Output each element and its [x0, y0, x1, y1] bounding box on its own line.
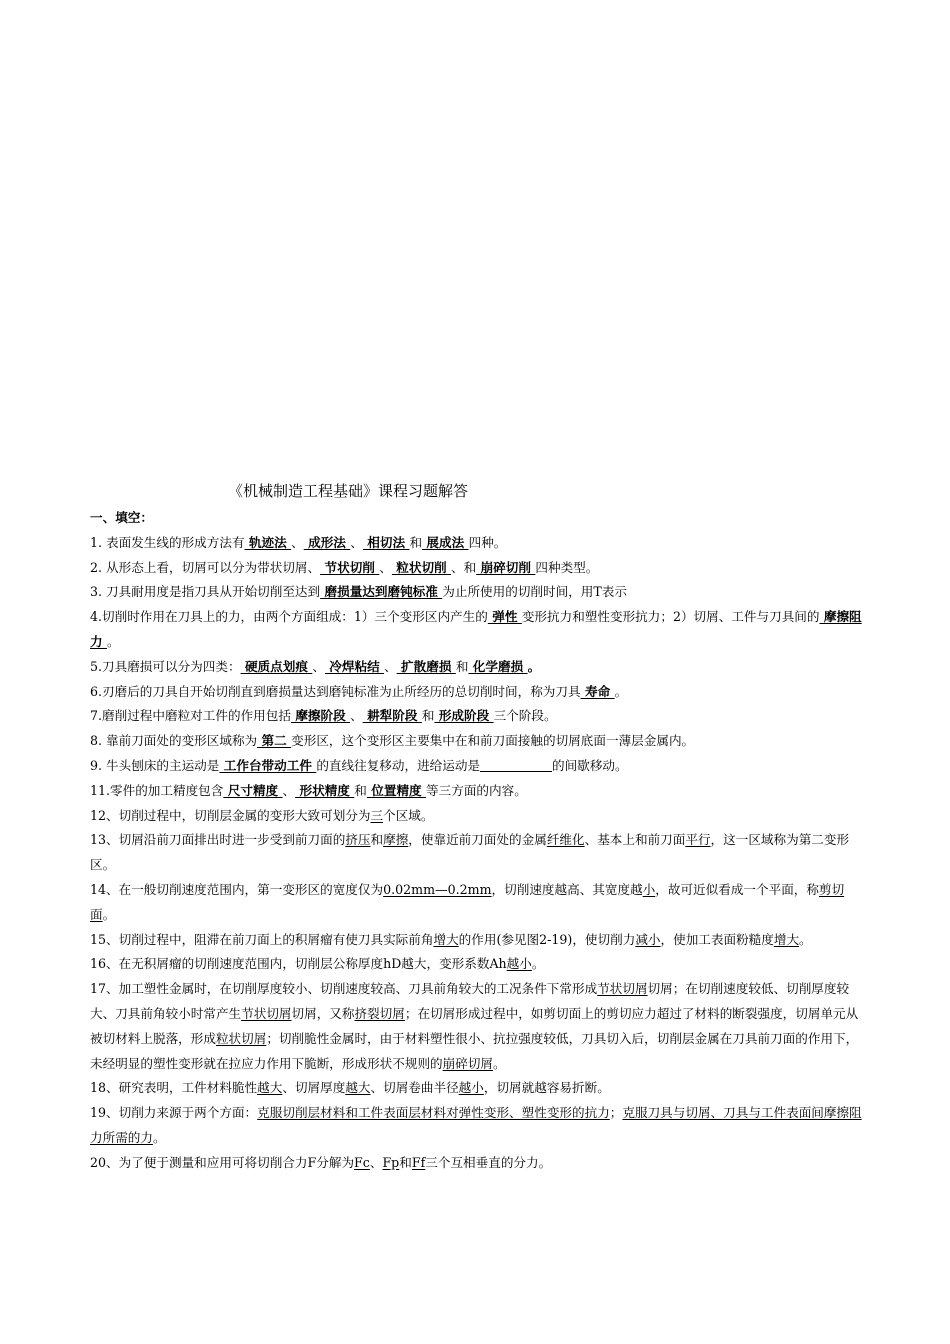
- q4-text-mid: 变形抗力和塑性变形抗力；2）切屑、工件与刀具间的: [521, 609, 820, 625]
- q17-answer-5: 崩碎切屑: [442, 1055, 493, 1071]
- question-11: [90, 779, 865, 804]
- q14-text-mid: ，切削速度越高、其宽度越: [491, 881, 643, 897]
- q17-answer-2: 节状切屑: [241, 1005, 292, 1021]
- q2-sep-2: 、和: [451, 559, 477, 575]
- q6-answer-1: 寿命: [580, 683, 615, 699]
- question-14: [90, 878, 865, 928]
- question-8: [90, 729, 865, 754]
- q6-text-end: 。: [614, 683, 628, 699]
- q18-answer-3: 越小: [458, 1080, 484, 1096]
- q9-answer-1: 工作台带动工件: [219, 757, 317, 773]
- q9-text-end: 的间歇移动。: [552, 757, 628, 773]
- q3-text-end: 为止所使用的切削时间，用T表示: [442, 584, 627, 600]
- q13-text-end: ，这一区域称为第二变形区。: [90, 832, 850, 873]
- q17-answer-3: 挤裂切屑: [354, 1005, 405, 1021]
- question-17: [90, 977, 865, 1076]
- q18-text: 18、研究表明，工件材料脆性: [90, 1080, 258, 1096]
- q2-sep-1: 、: [379, 559, 392, 575]
- question-1: [90, 531, 865, 556]
- q19-text: 19、切削力来源于两个方面：: [90, 1105, 258, 1121]
- q1-answer-1: 轨迹法: [244, 534, 292, 550]
- q9-blank: [480, 757, 552, 772]
- q16-text-end: 。: [531, 956, 545, 972]
- question-5: [90, 655, 865, 680]
- q14-text: 14、在一般切削速度范围内，第一变形区的宽度仅为: [90, 881, 384, 897]
- q7-answer-3: 形成阶段: [434, 708, 494, 724]
- q13-answer-3: 纤维化: [546, 832, 585, 848]
- q16-text: 16、在无积屑瘤的切削速度范围内，切削层公称厚度hD越大，变形系数Ah: [90, 956, 507, 972]
- q5-answer-4: 化学磨损: [468, 658, 528, 674]
- q1-sep-2: 、: [350, 534, 363, 550]
- q7-text-end: 三个阶段。: [493, 708, 557, 724]
- q14-answer-3: 剪切面: [90, 881, 845, 922]
- q3-text: 3. 刀具耐用度是指刀具从开始切削至达到: [90, 584, 321, 600]
- q19-answer-2: 克服刀具与切屑、刀具与工件表面间摩擦阻力所需的力: [90, 1105, 862, 1145]
- question-3: [90, 580, 865, 605]
- q5-answer-1: 硬质点划痕: [240, 658, 313, 674]
- q17-answer-1: 节状切屑: [597, 981, 648, 997]
- q15-answer-1: 增大: [433, 931, 459, 947]
- q1-answer-3: 相切法: [362, 534, 410, 550]
- q15-text-end: 。: [799, 931, 812, 947]
- q18-text-end: ，切屑就越容易折断。: [483, 1080, 610, 1096]
- q4-answer-1: 弹性: [487, 609, 522, 625]
- q5-answer-2: 冷焊粘结: [324, 658, 385, 674]
- q15-text-mid: 的作用(参见图2-19)，使切削力: [458, 931, 636, 947]
- q9-text: 9. 牛头刨床的主运动是: [90, 757, 220, 773]
- section-heading: 一、填空：: [90, 510, 153, 525]
- q12-answer-1: 三: [370, 807, 384, 823]
- q1-text: 1. 表面发生线的形成方法有: [90, 534, 245, 550]
- q15-answer-2: 减小: [635, 931, 661, 947]
- q17-text-mid: 切屑；在切削速度较低、切削厚度较大、刀具前角较小时常产生: [90, 981, 850, 1021]
- q11-sep-2: 和: [354, 782, 367, 798]
- question-20: [90, 1151, 865, 1176]
- q20-sep-1: 、: [369, 1154, 383, 1170]
- q13-text-mid: ，使靠近前刀面处的金属: [408, 832, 547, 848]
- question-7: [90, 704, 865, 729]
- q17-text-mid-3: ；在切屑形成过程中，如剪切面上的剪切应力超过了材料的断裂强度，切屑单元从被切材料上脱落，形成: [90, 1005, 859, 1046]
- q1-sep-3: 和: [409, 534, 423, 550]
- q7-text: 7.磨削过程中磨粒对工件的作用包括: [90, 708, 291, 724]
- q5-text: 5.刀具磨损可以分为四类：: [90, 658, 241, 674]
- question-9: [90, 754, 865, 779]
- q5-answer-3: 扩散磨损: [396, 658, 456, 674]
- q14-answer-1: 0.02mm—0.2mm: [383, 881, 492, 897]
- q12-text: 12、切削过程中，切削层金属的变形大致可划分为: [90, 807, 371, 823]
- q18-answer-2: 越大: [345, 1080, 371, 1096]
- q13-text: 13、切屑沿前刀面排出时进一步受到前刀面的: [90, 832, 346, 848]
- q5-sep-1: 、: [312, 658, 325, 674]
- q1-text-end: 四种。: [468, 534, 507, 550]
- q18-sep-2: 、切屑卷曲半径: [370, 1080, 459, 1096]
- q14-answer-2: 小: [642, 881, 656, 897]
- q6-text: 6.刃磨后的刀具自开始切削直到磨损量达到磨钝标准为止所经历的总切削时间，称为刀具: [90, 683, 581, 699]
- page-title: 《机械制造工程基础》课程习题解答: [228, 482, 469, 500]
- q5-sep-3: 和: [455, 658, 469, 674]
- q2-answer-3: 崩碎切削: [476, 559, 536, 575]
- q19-text-mid: ；: [609, 1105, 623, 1121]
- q2-text-end: 四种类型。: [535, 559, 599, 575]
- q11-answer-1: 尺寸精度: [223, 782, 283, 798]
- q13-answer-2: 摩擦: [383, 832, 409, 848]
- q5-text-end: 。: [527, 658, 541, 674]
- q15-answer-3: 增大: [773, 931, 800, 947]
- q3-answer-1: 磨损量达到磨钝标准: [320, 584, 443, 600]
- q1-sep-1: 、: [291, 534, 304, 550]
- q19-answer-1: 克服切削层材料和工件表面层材料对弹性变形、塑性变形的抗力: [257, 1105, 610, 1121]
- q4-text: 4.切削时作用在刀具上的力，由两个方面组成：1）三个变形区内产生的: [90, 609, 488, 625]
- q7-sep-2: 和: [421, 708, 435, 724]
- q18-answer-1: 越大: [257, 1080, 283, 1096]
- q7-answer-2: 耕犁阶段: [362, 708, 422, 724]
- q20-text: 20、为了便于测量和应用可将切削合力F分解为: [90, 1154, 355, 1170]
- q13-answer-4: 平行: [685, 832, 711, 848]
- q15-text: 15、切削过程中，阻滞在前刀面上的积屑瘤有使刀具实际前角: [90, 931, 434, 947]
- q17-answer-4: 粒状切屑: [215, 1030, 267, 1046]
- q20-sep-2: 和: [399, 1154, 412, 1170]
- q9-text-mid: 的直线往复移动，进给运动是: [316, 757, 481, 773]
- q20-answer-2: Fp: [382, 1154, 400, 1170]
- question-19: [90, 1101, 865, 1151]
- q17-text: 17、加工塑性金属时，在切削厚度较小、切削速度较高、刀具前角较大的工况条件下常形成: [90, 981, 598, 997]
- q17-text-mid-2: 切屑，又称: [291, 1005, 355, 1021]
- q19-text-end: 。: [152, 1129, 166, 1145]
- question-12: [90, 804, 865, 829]
- q1-answer-4: 展成法: [422, 534, 469, 550]
- q20-text-end: 三个互相垂直的分力。: [425, 1154, 552, 1170]
- q7-sep-1: 、: [350, 708, 363, 724]
- q4-answer-2: 摩擦阻力: [90, 609, 862, 649]
- q8-text-end: 变形区，这个变形区主要集中在和前刀面接触的切屑底面一薄层金属内。: [291, 733, 695, 749]
- q18-sep-1: 、切屑厚度: [282, 1080, 346, 1096]
- q5-sep-2: 、: [384, 658, 397, 674]
- q17-text-end: 。: [493, 1055, 506, 1071]
- question-13: [90, 828, 865, 878]
- question-4: [90, 605, 865, 655]
- question-18: [90, 1076, 865, 1101]
- q14-text-end: 。: [102, 906, 116, 922]
- q11-answer-3: 位置精度: [366, 782, 427, 798]
- q11-text: 11.零件的加工精度包含: [90, 782, 224, 798]
- q11-text-end: 等三方面的内容。: [426, 782, 527, 798]
- q20-answer-3: Ff: [411, 1154, 426, 1170]
- q13-text-mid-2: 、基本上和前刀面: [584, 832, 686, 848]
- q8-text: 8. 靠前刀面处的变形区域称为: [90, 733, 258, 749]
- q13-sep-1: 和: [370, 832, 384, 848]
- document-body: [90, 478, 865, 1176]
- q15-text-mid-2: ，使加工表面粉糙度: [660, 931, 774, 947]
- q16-answer-1: 越小: [506, 956, 532, 972]
- question-16: [90, 952, 865, 977]
- q11-answer-2: 形状精度: [295, 782, 355, 798]
- q13-answer-1: 挤压: [345, 832, 371, 848]
- question-6: [90, 680, 865, 705]
- question-2: [90, 556, 865, 581]
- q12-text-end: 个区域。: [383, 807, 434, 823]
- q7-answer-1: 摩擦阶段: [290, 708, 351, 724]
- q8-answer-1: 第二: [257, 733, 292, 749]
- question-15: [90, 928, 865, 953]
- q17-text-mid-4: ；切削脆性金属时，由于材料塑性很小、抗拉强度较低，刀具切入后，切削层金属在刀具前刀面的作用下，未经明显的塑性变形就在拉应力作用下脆断，形成形状不规则的: [90, 1030, 859, 1071]
- q11-sep-1: 、: [282, 782, 296, 798]
- q4-text-end: 。: [106, 633, 120, 649]
- q2-answer-1: 节状切削: [320, 559, 380, 575]
- q20-answer-1: Fc: [354, 1154, 370, 1170]
- q2-answer-2: 粒状切削: [391, 559, 452, 575]
- q14-text-mid-2: ，故可近似看成一个平面，称: [655, 881, 819, 897]
- q2-text: 2. 从形态上看，切屑可以分为带状切屑、: [90, 559, 321, 575]
- q1-answer-2: 成形法: [303, 534, 351, 550]
